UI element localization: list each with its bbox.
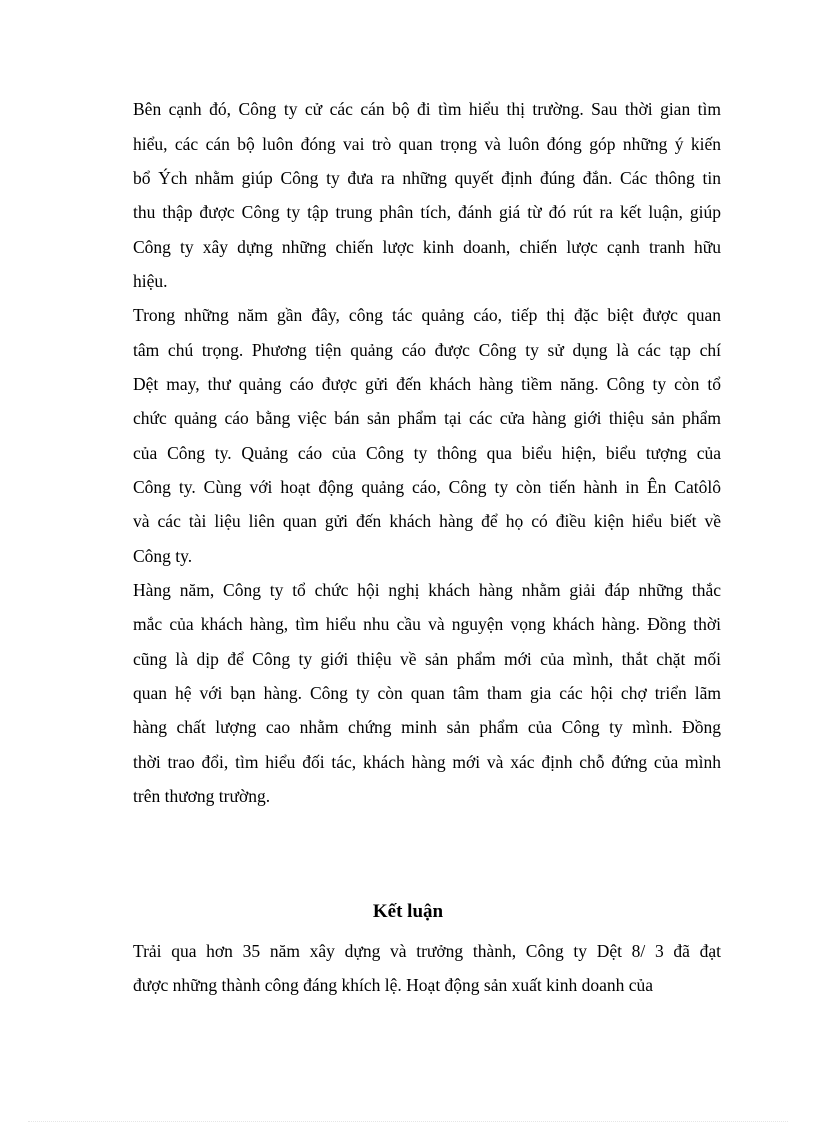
text-line: thời trao đổi, tìm hiểu đối tác, khách hàng mới và xác định chỗ đứng của mình [133,752,721,772]
text-line: Bên cạnh đó, Công ty cử các cán bộ đi tìm hiểu thị trường. Sau thời gian tìm [133,99,721,119]
page-bottom-divider [28,1121,788,1122]
text-line: Công ty. [133,546,193,566]
text-line: tâm chú trọng. Phương tiện quảng cáo được Công ty sử dụng là các tạp chí [133,340,721,360]
text-line: chức quảng cáo bằng việc bán sản phẩm tại các cửa hàng giới thiệu sản phẩm [133,408,721,428]
text-line: hiểu, các cán bộ luôn đóng vai trò quan trọng và luôn đóng góp những ý kiến [133,134,721,154]
text-line: mắc của khách hàng, tìm hiểu nhu cầu và nguyện vọng khách hàng. Đồng thời [133,614,721,634]
text-line: thu thập được Công ty tập trung phân tích, đánh giá từ đó rút ra kết luận, giúp [133,202,721,222]
text-line: và các tài liệu liên quan gửi đến khách hàng để họ có điều kiện hiểu biết về [133,511,721,531]
text-line: quan hệ với bạn hàng. Công ty còn quan tâm tham gia các hội chợ triển lãm [133,683,721,703]
text-line: trên thương trường. [133,786,271,806]
text-line: Công ty xây dựng những chiến lược kinh doanh, chiến lược cạnh tranh hữu [133,237,721,257]
text-line: Trải qua hơn 35 năm xây dựng và trưởng thành, Công ty Dệt 8/ 3 đã đạt [133,941,721,961]
text-line: của Công ty. Quảng cáo của Công ty thông qua biểu hiện, biểu tượng của [133,443,721,463]
text-line: hiệu. [133,271,168,291]
text-line: Trong những năm gần đây, công tác quảng cáo, tiếp thị đặc biệt được quan [133,305,721,325]
text-line: bổ Ých nhằm giúp Công ty đưa ra những quyết định đúng đắn. Các thông tin [133,168,721,188]
text-line: Hàng năm, Công ty tổ chức hội nghị khách hàng nhằm giải đáp những thắc [133,580,721,600]
section-heading-conclusion: Kết luận [372,901,444,922]
text-line: được những thành công đáng khích lệ. Hoạt động sản xuất kinh doanh của [133,975,654,995]
text-line: hàng chất lượng cao nhằm chứng minh sản phẩm của Công ty mình. Đồng [133,717,721,737]
text-line: cũng là dịp để Công ty giới thiệu về sản phẩm mới của mình, thắt chặt mối [133,649,721,669]
text-line: Dệt may, thư quảng cáo được gửi đến khách hàng tiềm năng. Công ty còn tổ [133,374,721,394]
text-line: Công ty. Cùng với hoạt động quảng cáo, Công ty còn tiến hành in Ên Catôlô [133,477,721,497]
